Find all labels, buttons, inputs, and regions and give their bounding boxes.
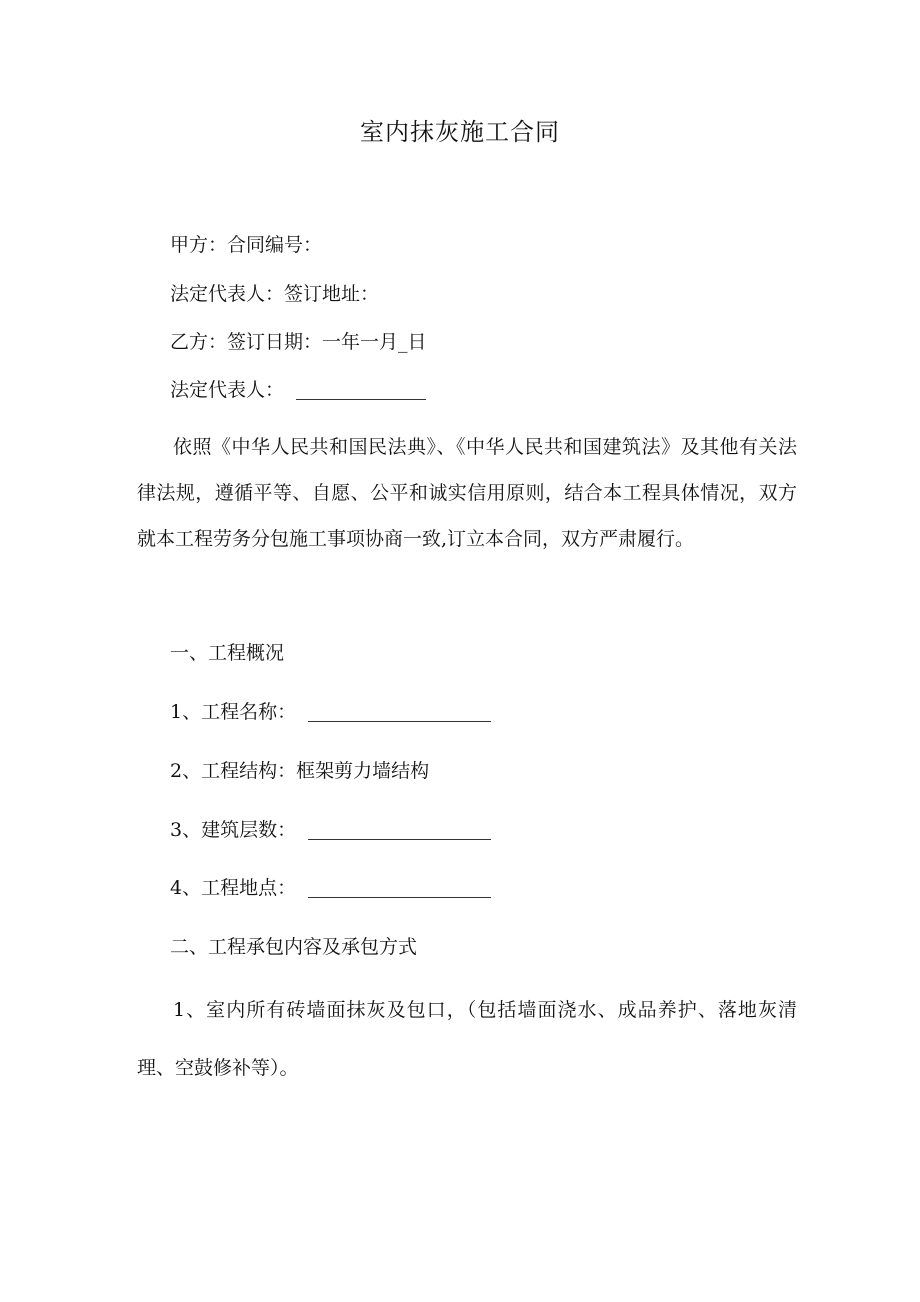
project-location-blank xyxy=(308,896,491,898)
legal-rep-blank xyxy=(296,398,426,400)
project-name-label: 1、工程名称： xyxy=(170,701,297,723)
legal-rep-label: 法定代表人： xyxy=(170,379,285,401)
section-2-item-1: 1、室内所有砖墙面抹灰及包口，（包括墙面浇水、成品养护、落地灰清理、空鼓修补等）。 xyxy=(137,999,797,1079)
party-a-line: 甲方：合同编号： xyxy=(170,234,323,256)
page-title: 室内抹灰施工合同 xyxy=(360,118,560,146)
project-location-line xyxy=(170,873,491,900)
project-name-blank xyxy=(308,720,491,722)
building-floors-label: 3、建筑层数： xyxy=(170,819,297,841)
intro-paragraph: 依照《中华人民共和国民法典》、《中华人民共和国建筑法》及其他有关法律法规，遵循平等、自愿、公平和诚实信用原则，结合本工程具体情况，双方就本工程劳务分包施工事项协商一致,订立本合同，双方严肃履行。 xyxy=(137,436,797,550)
legal-rep-line-2 xyxy=(170,375,426,402)
section-1-heading: 一、工程概况 xyxy=(170,642,285,664)
project-structure-line: 2、工程结构：框架剪力墙结构 xyxy=(170,760,430,782)
project-name-line xyxy=(170,697,491,724)
project-location-label: 4、工程地点： xyxy=(170,877,297,899)
party-b-line: 乙方：签订日期：一年一月_日 xyxy=(170,331,427,353)
building-floors-line xyxy=(170,815,491,842)
section-2-heading: 二、工程承包内容及承包方式 xyxy=(170,936,418,958)
legal-rep-line-1: 法定代表人：签订地址： xyxy=(170,283,380,305)
building-floors-blank xyxy=(308,838,491,840)
